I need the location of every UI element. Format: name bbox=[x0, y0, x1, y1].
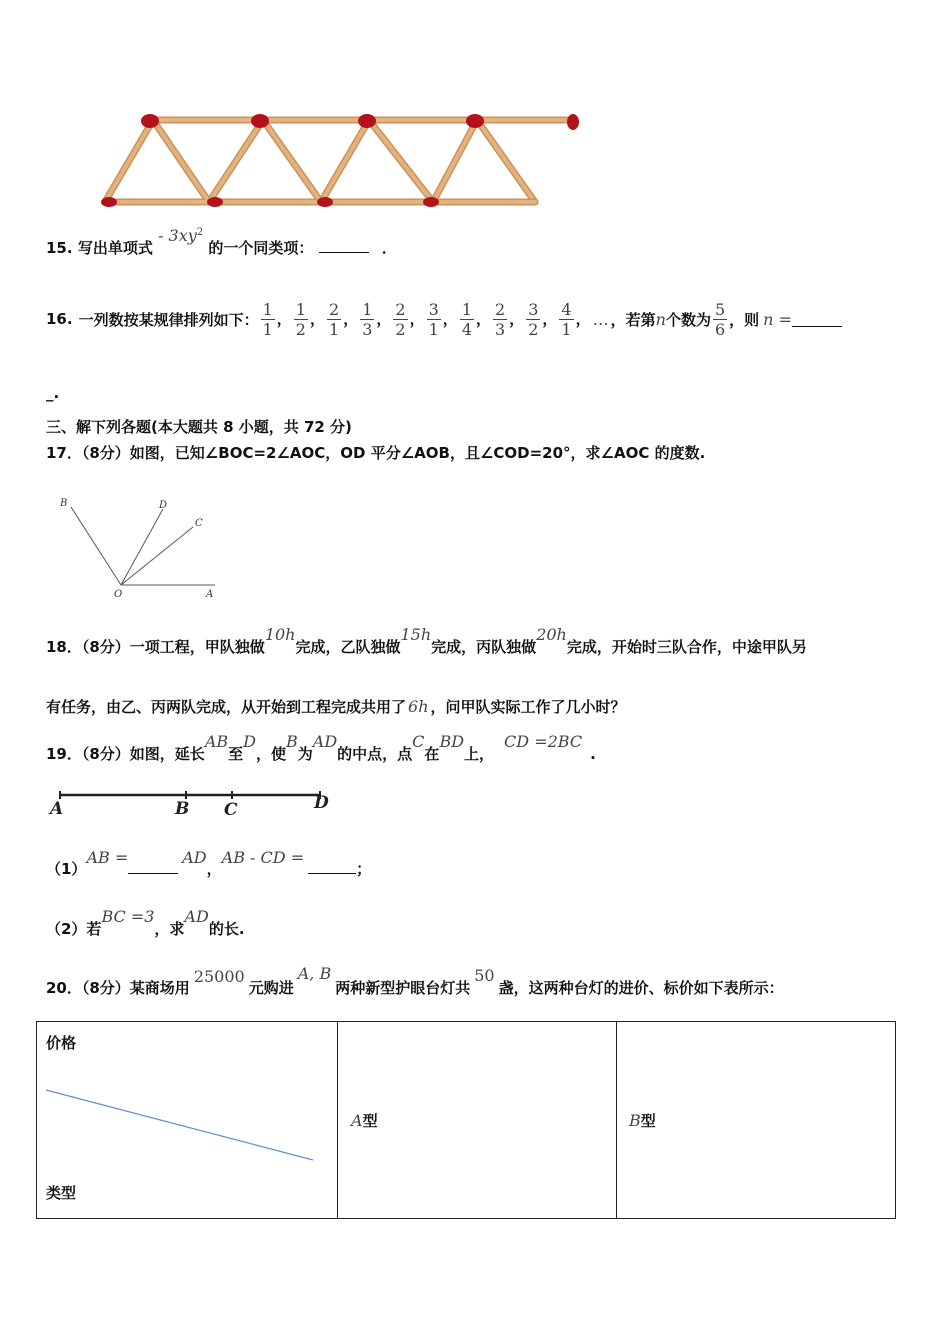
q16-separator: ， bbox=[309, 309, 325, 328]
q19p1-ad: AD bbox=[182, 848, 207, 867]
q18-text2: 完成，乙队独做 bbox=[295, 638, 401, 656]
q18-text4: 完成，开始时三队合作，中途甲队另 bbox=[566, 638, 807, 656]
q16-text-end: ，则 bbox=[729, 310, 760, 329]
q16-fraction-numerator: 2 bbox=[495, 299, 506, 319]
question-19-part1 bbox=[46, 848, 372, 879]
q16-separator: ， bbox=[542, 309, 558, 328]
q17-label-B: B bbox=[60, 498, 68, 509]
q19p1-blank-2[interactable] bbox=[308, 859, 356, 874]
q16-separator: ， bbox=[343, 309, 359, 328]
q16-fraction-sequence bbox=[259, 300, 591, 339]
question-19 bbox=[46, 732, 596, 764]
q16-number: 16. bbox=[46, 310, 73, 328]
q20-text2: 元购进 bbox=[248, 979, 294, 997]
q16-separator: ， bbox=[575, 309, 591, 328]
table-header-cell bbox=[37, 1022, 338, 1219]
q18-t3: 20h bbox=[536, 625, 567, 644]
q19-D: D bbox=[243, 732, 256, 751]
q15-text-before: 写出单项式 bbox=[77, 239, 153, 257]
q16-separator: ， bbox=[376, 309, 392, 328]
q16-fraction-numerator: 1 bbox=[295, 299, 306, 319]
q15-exponent: 2 bbox=[196, 227, 204, 238]
q16-separator: ， bbox=[509, 309, 525, 328]
q20-text4: 盏，这两种台灯的进价、标价如下表所示： bbox=[498, 979, 784, 997]
q16-var-n: n bbox=[655, 309, 666, 329]
q16-fraction-denominator: 2 bbox=[528, 319, 539, 339]
q16-target-denominator: 6 bbox=[714, 319, 726, 339]
q16-tail: _. bbox=[46, 384, 60, 402]
q20-ab: A, B bbox=[297, 964, 332, 983]
q17-angle-figure bbox=[55, 493, 225, 603]
q16-fraction-denominator: 4 bbox=[461, 319, 472, 339]
q16-fraction-numerator: 4 bbox=[561, 299, 572, 319]
q19p1-end: ； bbox=[356, 860, 372, 878]
q16-fraction-numerator: 1 bbox=[461, 299, 472, 319]
table-col-a bbox=[338, 1022, 617, 1219]
q19p2-bc: BC =3 bbox=[101, 907, 155, 926]
q19-C: C bbox=[412, 732, 425, 751]
q16-separator: ， bbox=[409, 309, 425, 328]
table-diagonal-line bbox=[45, 1088, 315, 1162]
q15-answer-blank[interactable] bbox=[319, 238, 369, 253]
q16-separator: ， bbox=[476, 309, 492, 328]
q16-text-mid2: 个数为 bbox=[665, 310, 711, 329]
q16-fraction-denominator: 3 bbox=[495, 319, 506, 339]
matchstick-triangles-figure bbox=[95, 100, 590, 212]
q19p1-label: （1） bbox=[46, 860, 87, 878]
q16-fraction bbox=[294, 300, 308, 339]
q16-target-numerator: 5 bbox=[714, 299, 726, 319]
q19-text6: 在 bbox=[424, 745, 440, 763]
q16-n-equals: n = bbox=[763, 309, 792, 329]
q16-ellipsis: … bbox=[592, 309, 609, 329]
q16-fraction-numerator: 1 bbox=[262, 299, 273, 319]
question-17: 17．（8分）如图，已知∠BOC=2∠AOC，OD 平分∠AOB，且∠COD=20°，求∠AOC 的度数. bbox=[46, 444, 706, 462]
q17-label-C: C bbox=[195, 518, 203, 529]
q16-target-fraction bbox=[713, 300, 727, 339]
q19-text3: ，使 bbox=[255, 745, 286, 763]
table-price-label: 价格 bbox=[46, 1034, 77, 1052]
question-19-part2 bbox=[46, 907, 245, 939]
q18-t1: 10h bbox=[264, 625, 296, 644]
q18-text6: ，问甲队实际工作了几小时？ bbox=[430, 698, 626, 716]
question-18-line1 bbox=[46, 625, 807, 657]
q19-condition: CD =2BC bbox=[504, 732, 583, 751]
q16-fraction-numerator: 3 bbox=[428, 299, 439, 319]
q18-text1: 18．（8分）一项工程，甲队独做 bbox=[46, 638, 265, 656]
q16-answer-blank[interactable] bbox=[792, 312, 842, 327]
table-col-b-var: B bbox=[629, 1110, 641, 1130]
q19-text5: 的中点，点 bbox=[337, 745, 413, 763]
q19-BD: BD bbox=[439, 732, 465, 751]
q16-fraction-denominator: 2 bbox=[395, 319, 406, 339]
q19-text1: 19．（8分）如图，延长 bbox=[46, 745, 205, 763]
q16-text: 一列数按某规律排列如下： bbox=[78, 310, 259, 329]
table-col-b bbox=[617, 1022, 896, 1219]
q17-label-A: A bbox=[206, 589, 214, 600]
q18-t4: 6h bbox=[408, 697, 429, 716]
q16-fraction-numerator: 1 bbox=[362, 299, 373, 319]
q19p2-label: （2）若 bbox=[46, 920, 102, 938]
q19-AB: AB bbox=[204, 732, 229, 751]
price-table bbox=[36, 1021, 896, 1219]
q16-fraction bbox=[360, 300, 374, 339]
q15-number: 15. bbox=[46, 239, 73, 257]
q20-money: 25000 bbox=[193, 967, 245, 986]
q19p1-ab: AB = bbox=[86, 848, 129, 867]
q15-expression: - 3xy bbox=[158, 226, 197, 245]
q18-t2: 15h bbox=[400, 625, 432, 644]
q19-text4: 为 bbox=[297, 745, 313, 763]
q19-text7: 上， bbox=[464, 745, 495, 763]
table-col-a-var: A bbox=[351, 1110, 363, 1130]
q16-separator: ， bbox=[442, 309, 458, 328]
q16-fraction-denominator: 1 bbox=[561, 319, 572, 339]
question-18-line2 bbox=[46, 696, 626, 717]
q19-seg-C: C bbox=[224, 800, 238, 820]
q20-count: 50 bbox=[474, 966, 495, 985]
q16-text-mid: ，若第 bbox=[610, 310, 656, 329]
q16-fraction-denominator: 1 bbox=[329, 319, 340, 339]
q19p1-blank-1[interactable] bbox=[128, 859, 178, 874]
q16-fraction-numerator: 2 bbox=[395, 299, 406, 319]
q19p1-abcd: AB - CD = bbox=[221, 848, 305, 867]
q16-fraction-denominator: 1 bbox=[428, 319, 439, 339]
q16-fraction bbox=[526, 300, 540, 339]
q16-fraction bbox=[427, 300, 441, 339]
q16-fraction-denominator: 3 bbox=[362, 319, 373, 339]
q19-segment-figure bbox=[44, 784, 344, 820]
q20-text3: 两种新型护眼台灯共 bbox=[335, 979, 471, 997]
q15-end: ． bbox=[381, 239, 397, 257]
question-15 bbox=[46, 226, 397, 258]
q17-label-D: D bbox=[159, 500, 168, 511]
q15-text-after: 的一个同类项： bbox=[208, 239, 314, 257]
question-16 bbox=[46, 297, 842, 341]
q19-text2: 至 bbox=[228, 745, 244, 763]
q18-text3: 完成，丙队独做 bbox=[431, 638, 537, 656]
q16-fraction bbox=[460, 300, 474, 339]
q16-fraction-numerator: 3 bbox=[528, 299, 539, 319]
q19-seg-D: D bbox=[314, 793, 329, 813]
q16-fraction bbox=[393, 300, 407, 339]
q16-fraction-numerator: 2 bbox=[329, 299, 340, 319]
q19p2-ask: ，求 bbox=[154, 920, 185, 938]
table-col-a-text: 型 bbox=[362, 1111, 378, 1130]
q16-fraction-denominator: 2 bbox=[295, 319, 306, 339]
q19p2-end: 的长. bbox=[208, 920, 245, 938]
table-type-label: 类型 bbox=[46, 1184, 77, 1202]
q19-seg-B: B bbox=[175, 799, 190, 819]
q19p2-ad: AD bbox=[184, 907, 209, 926]
q19-seg-A: A bbox=[50, 799, 64, 819]
q16-fraction bbox=[261, 300, 275, 339]
q19p1-comma: ， bbox=[206, 860, 222, 878]
q16-separator: ， bbox=[276, 309, 292, 328]
q16-fraction bbox=[559, 300, 573, 339]
question-20 bbox=[46, 964, 784, 998]
table-col-b-text: 型 bbox=[640, 1111, 656, 1130]
q19-end: . bbox=[590, 745, 596, 763]
q17-label-O: O bbox=[114, 589, 123, 600]
q20-text1: 20．（8分）某商场用 bbox=[46, 979, 190, 997]
q16-fraction bbox=[493, 300, 507, 339]
section-3-header: 三、解下列各题(本大题共 8 小题，共 72 分) bbox=[46, 418, 352, 436]
q19-B: B bbox=[285, 732, 298, 751]
q19-AD: AD bbox=[312, 732, 338, 751]
q18-text5: 有任务，由乙、丙两队完成，从开始到工程完成共用了 bbox=[46, 698, 407, 716]
q16-fraction-denominator: 1 bbox=[262, 319, 273, 339]
q16-fraction bbox=[327, 300, 341, 339]
